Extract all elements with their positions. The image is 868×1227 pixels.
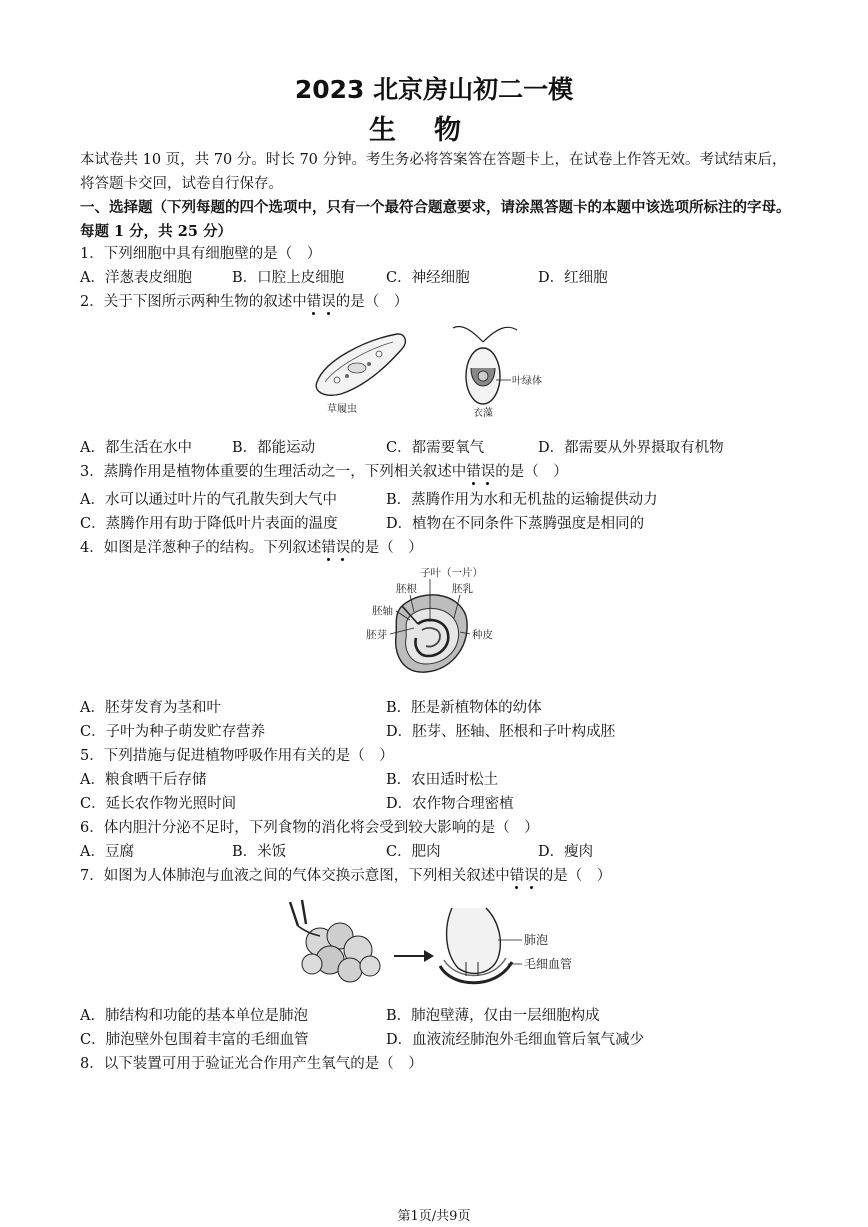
question-3-stem <box>80 462 568 482</box>
q7-option-b: B．肺泡壁薄，仅由一层细胞构成 <box>386 1008 600 1024</box>
q4-stem-emphasis <box>321 540 350 556</box>
q2-figure-paramecium-chlamydomonas <box>305 320 565 420</box>
label-radicle: 胚根 <box>396 583 417 595</box>
label-chlamydomonas: 衣藻 <box>473 408 493 419</box>
emphasis-char: 错 <box>466 464 481 480</box>
emphasis-char: 误 <box>524 868 539 884</box>
emphasis-char: 误 <box>321 294 336 310</box>
label-plumule: 胚芽 <box>366 629 387 641</box>
question-7-stem <box>80 866 611 886</box>
emphasis-char: 误 <box>335 540 351 556</box>
q4-option-c: C．子叶为种子萌发贮存营养 <box>80 724 266 740</box>
q6-option-b: B．米饭 <box>232 844 287 860</box>
q4-stem-part1: 4．如图是洋葱种子的结构。下列叙述 <box>80 540 322 556</box>
label-capillary: 毛细血管 <box>524 957 573 971</box>
label-seed-coat: 种皮 <box>472 629 493 641</box>
label-chloroplast: 叶绿体 <box>512 376 542 387</box>
question-2-stem <box>80 292 408 312</box>
label-cotyledon: 子叶（一片） <box>420 567 483 579</box>
q7-stem-emphasis <box>510 868 539 884</box>
question-6-stem: 6．体内胆汁分泌不足时，下列食物的消化将会受到较大影响的是（ ） <box>80 820 539 836</box>
q1-option-b: B．口腔上皮细胞 <box>232 270 345 286</box>
q2-option-a: A．都生活在水中 <box>80 440 192 456</box>
q7-figure-alveoli-gas-exchange <box>276 896 606 992</box>
question-4-stem <box>80 538 423 558</box>
exam-instructions: 本试卷共 10 页，共 70 分。时长 70 分钟。考生务必将答案答在答题卡上，在试卷上作答无效。考试结束后，将答题卡交回，试卷自行保存。 <box>80 152 787 192</box>
q3-stem-emphasis <box>466 464 495 480</box>
q2-stem-part1: 2．关于下图所示两种生物的叙述中 <box>80 294 307 310</box>
onion-seed-drawing <box>396 595 467 672</box>
question-5-stem: 5．下列措施与促进植物呼吸作用有关的是（ ） <box>80 748 394 764</box>
q3-option-b: B．蒸腾作用为水和无机盐的运输提供动力 <box>386 492 658 508</box>
q4-figure-onion-seed <box>362 566 502 686</box>
section-heading: 一、选择题（下列每题的四个选项中，只有一个最符合题意要求，请涂黑答题卡的本题中该选项所标注的字母。每题 1 分，共 25 分） <box>80 199 791 240</box>
emphasis-char: 错 <box>321 540 336 556</box>
q5-option-a: A．粮食晒干后存储 <box>80 772 207 788</box>
q1-option-d: D．红细胞 <box>538 270 608 286</box>
q2-option-d: D．都需要从外界摄取有机物 <box>538 440 724 456</box>
q1-option-a: A．洋葱表皮细胞 <box>80 270 192 286</box>
q5-option-c: C．延长农作物光照时间 <box>80 796 237 812</box>
alveoli-cluster-drawing <box>290 900 380 982</box>
q4-stem-part2: 的是（ ） <box>350 540 423 556</box>
q2-stem-part2: 的是（ ） <box>335 294 409 310</box>
q5-option-b: B．农田适时松土 <box>386 772 499 788</box>
q3-option-a: A．水可以通过叶片的气孔散失到大气中 <box>80 492 337 508</box>
q4-option-a: A．胚芽发育为茎和叶 <box>80 700 221 716</box>
page-number: 第1页/共9页 <box>397 1209 471 1224</box>
q7-option-a: A．肺结构和功能的基本单位是肺泡 <box>80 1008 308 1024</box>
q4-option-d: D．胚芽、胚轴、胚根和子叶构成胚 <box>386 724 616 740</box>
q7-stem-part1: 7．如图为人体肺泡与血液之间的气体交换示意图，下列相关叙述中 <box>80 868 510 884</box>
q3-option-c: C．蒸腾作用有助于降低叶片表面的温度 <box>80 516 338 532</box>
q4-option-b: B．胚是新植物体的幼体 <box>386 700 542 716</box>
q7-option-c: C．肺泡壁外包围着丰富的毛细血管 <box>80 1032 309 1048</box>
q6-option-c: C．肥肉 <box>386 844 441 860</box>
single-alveolus-drawing <box>440 908 512 983</box>
label-paramecium: 草履虫 <box>327 404 357 415</box>
q7-option-d: D．血液流经肺泡外毛细血管后氧气减少 <box>386 1032 645 1048</box>
arrow-icon <box>394 950 434 962</box>
paramecium-drawing <box>316 334 405 395</box>
label-endosperm: 胚乳 <box>452 583 473 595</box>
q6-option-a: A．豆腐 <box>80 844 134 860</box>
chlamydomonas-drawing <box>453 327 517 404</box>
exam-title: 2023 北京房山初二一模 <box>294 75 574 104</box>
q5-option-d: D．农作物合理密植 <box>386 796 514 812</box>
q6-option-d: D．瘦肉 <box>538 844 594 860</box>
emphasis-char: 误 <box>480 464 496 480</box>
label-hypocotyl: 胚轴 <box>372 605 393 617</box>
question-1-stem: 1．下列细胞中具有细胞壁的是（ ） <box>80 246 322 262</box>
label-alveolus: 肺泡 <box>524 933 549 947</box>
q3-option-d: D．植物在不同条件下蒸腾强度是相同的 <box>386 516 645 532</box>
q1-option-c: C．神经细胞 <box>386 270 470 286</box>
question-8-stem: 8．以下装置可用于验证光合作用产生氧气的是（ ） <box>80 1056 423 1072</box>
q3-stem-part1: 3．蒸腾作用是植物体重要的生理活动之一，下列相关叙述中 <box>80 464 467 480</box>
q3-stem-part2: 的是（ ） <box>495 464 568 480</box>
q2-option-c: C．都需要氧气 <box>386 440 485 456</box>
emphasis-char: 错 <box>306 294 322 310</box>
q2-stem-emphasis <box>307 294 336 310</box>
emphasis-char: 错 <box>509 868 525 884</box>
subject-title: 生物 <box>369 115 499 146</box>
q7-stem-part2: 的是（ ） <box>538 868 612 884</box>
q2-option-b: B．都能运动 <box>232 440 316 456</box>
